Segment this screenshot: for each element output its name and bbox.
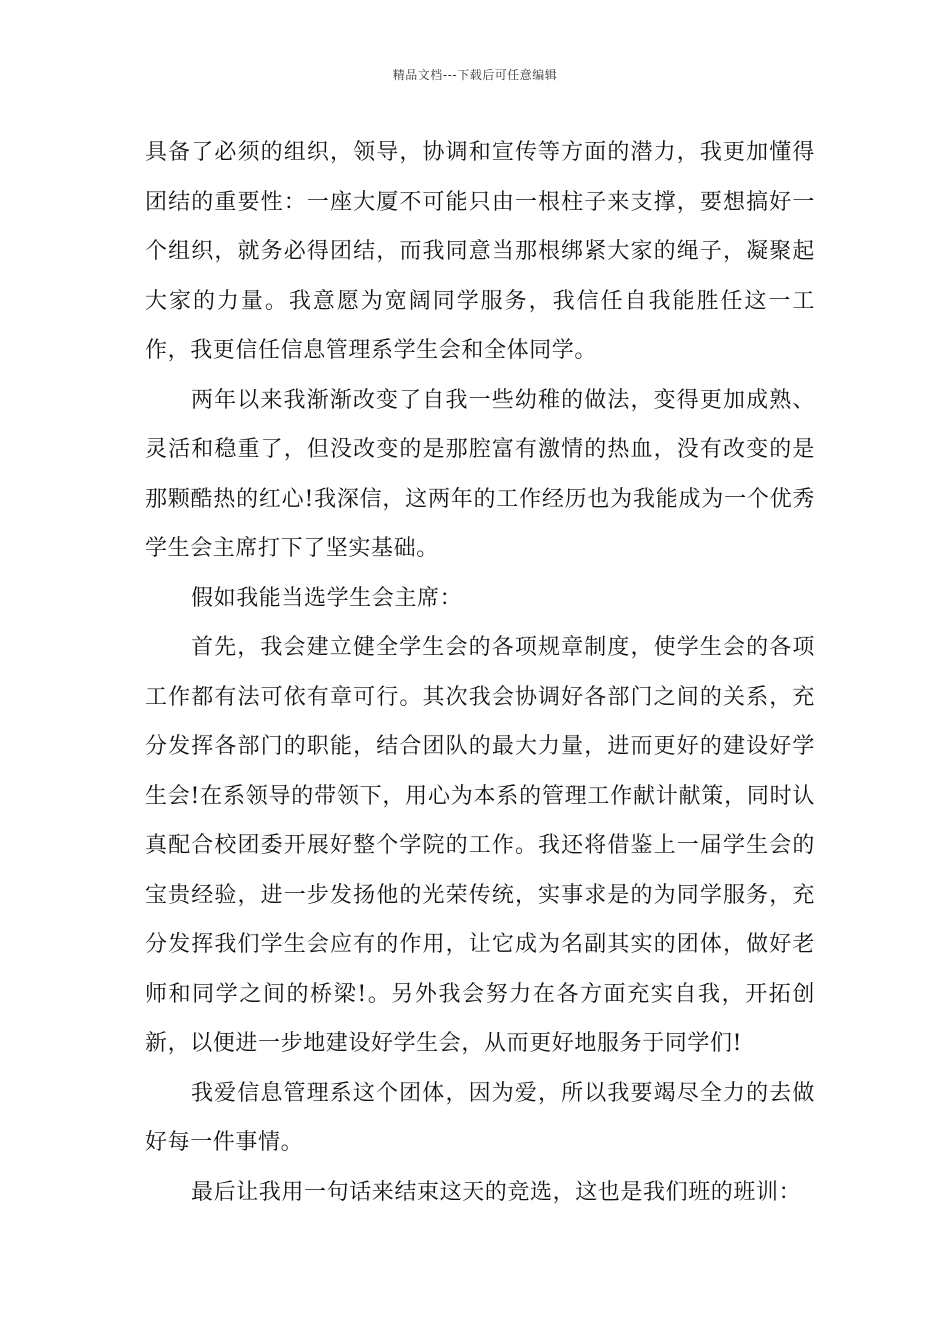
paragraph-1: 具备了必须的组织，领导，协调和宣传等方面的潜力，我更加懂得团结的重要性：一座大厦不可能只由一根柱子来支撑，要想搞好一个组织，就务必得团结，而我同意当那根绑紧大家的绳子，凝聚起大家的力量。我意愿为宽阔同学服务，我信任自我能胜任这一工作，我更信任信息管理系学生会和全体同学。 — [145, 140, 815, 363]
paragraph-2: 两年以来我渐渐改变了自我一些幼稚的做法，变得更加成熟、灵活和稳重了，但没改变的是那腔富有激情的热血，没有改变的是那颗酷热的红心!我深信，这两年的工作经历也为我能成为一个优秀学生会主席打下了坚实基础。 — [145, 387, 815, 561]
paragraph-3: 假如我能当选学生会主席： — [191, 585, 463, 611]
page-header: 精品文档---下载后可任意编辑 — [392, 68, 558, 82]
paragraph-6: 最后让我用一句话来结束这天的竞选，这也是我们班的班训： — [191, 1179, 802, 1205]
paragraph-4: 首先，我会建立健全学生会的各项规章制度，使学生会的各项工作都有法可依有章可行。其次我会协调好各部门之间的关系，充分发挥各部门的职能，结合团队的最大力量，进而更好的建设好学生会!在系领导的带领下，用心为本系的管理工作献计献策，同时认真配合校团委开展好整个学院的工作。我还将借鉴上一届学生会的宝贵经验，进一步发扬他的光荣传统，实事求是的为同学服务，充分发挥我们学生会应有的作用，让它成为名副其实的团体，做好老师和同学之间的桥梁!。另外我会努力在各方面充实自我，开拓创新，以便进一步地建设好学生会，从而更好地服务于同学们! — [145, 635, 815, 1056]
paragraph-5: 我爱信息管理系这个团体，因为爱，所以我要竭尽全力的去做好每一件事情。 — [145, 1080, 815, 1155]
document-body — [145, 128, 815, 1217]
